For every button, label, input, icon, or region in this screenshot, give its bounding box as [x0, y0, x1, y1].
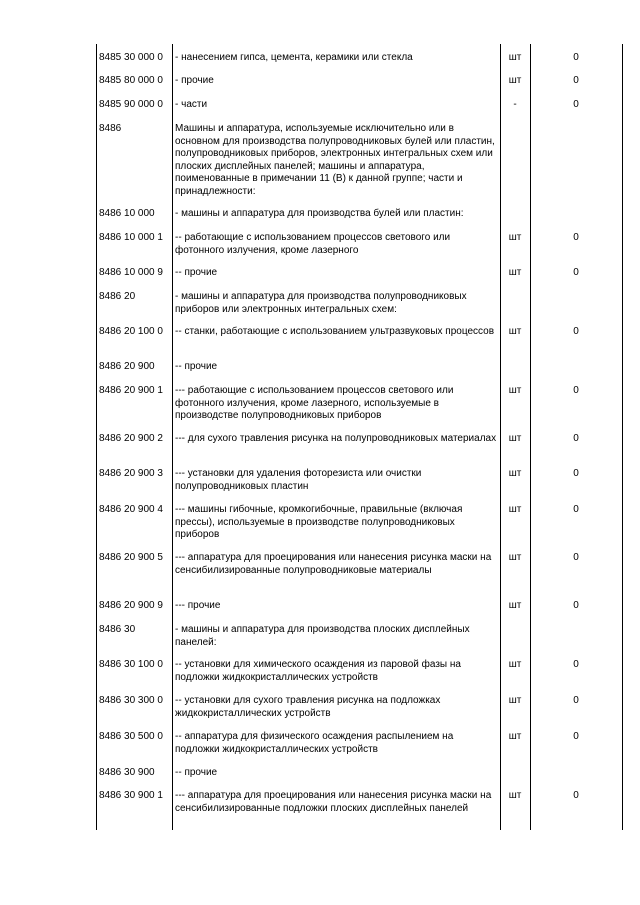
code-cell: 8486 10 000 9 — [99, 267, 163, 278]
unit-cell: шт — [508, 504, 522, 515]
code-cell: 8486 30 900 — [99, 767, 155, 778]
description-cell: -- установки для химического осаждения из паровой фазы на подложки жидкокристаллических устройств — [175, 659, 461, 683]
code-cell: 8486 10 000 — [99, 208, 155, 219]
description-cell: --- прочие — [175, 600, 221, 611]
code-cell: 8486 30 100 0 — [99, 659, 163, 670]
description-cell: - прочие — [175, 75, 214, 86]
description-cell: --- работающие с использованием процессов светового или фотонного излучения, кроме лазерного, используемые в производстве полупроводниковых приборов — [175, 385, 454, 421]
unit-cell: шт — [508, 600, 522, 611]
description-cell: --- установки для удаления фоторезиста или очистки полупроводниковых пластин — [175, 468, 422, 492]
table-border-code — [172, 44, 173, 830]
description-cell: --- для сухого травления рисунка на полупроводниковых материалах — [175, 433, 497, 444]
description-cell: -- установки для сухого травления рисунка на подложках жидкокристаллических устройств — [175, 695, 441, 719]
description-cell: - нанесением гипса, цемента, керамики или стекла — [175, 52, 413, 63]
unit-cell: шт — [508, 695, 522, 706]
duty-cell: 0 — [573, 433, 579, 444]
duty-cell: 0 — [573, 790, 579, 801]
description-cell: -- прочие — [175, 267, 218, 278]
code-cell: 8486 30 300 0 — [99, 695, 163, 706]
duty-cell: 0 — [573, 326, 579, 337]
code-cell: 8486 30 900 1 — [99, 790, 163, 801]
unit-cell: шт — [508, 433, 522, 444]
code-cell: 8486 20 900 3 — [99, 468, 163, 479]
code-cell: 8486 20 900 5 — [99, 552, 163, 563]
duty-cell: 0 — [573, 232, 579, 243]
code-cell: 8486 20 900 2 — [99, 433, 163, 444]
code-cell: 8485 80 000 0 — [99, 75, 163, 86]
description-cell: - машины и аппаратура для производства плоских дисплейных панелей: — [175, 624, 470, 648]
description-cell: - машины и аппаратура для производства булей или пластин: — [175, 208, 464, 219]
code-cell: 8486 30 500 0 — [99, 731, 163, 742]
code-cell: 8486 20 900 9 — [99, 600, 163, 611]
unit-cell: шт — [508, 385, 522, 396]
duty-cell: 0 — [573, 52, 579, 63]
code-cell: 8486 20 900 — [99, 361, 155, 372]
table-border-left — [96, 44, 97, 830]
duty-cell: 0 — [573, 468, 579, 479]
unit-cell: шт — [508, 731, 522, 742]
duty-cell: 0 — [573, 75, 579, 86]
unit-cell: шт — [508, 267, 522, 278]
duty-cell: 0 — [573, 731, 579, 742]
duty-cell: 0 — [573, 99, 579, 110]
duty-cell: 0 — [573, 267, 579, 278]
description-cell: -- аппаратура для физического осаждения распылением на подложки жидкокристаллических устройств — [175, 731, 454, 755]
code-cell: 8486 20 900 4 — [99, 504, 163, 515]
unit-cell: шт — [508, 659, 522, 670]
unit-cell: шт — [508, 232, 522, 243]
description-cell: --- аппаратура для проецирования или нанесения рисунка маски на сенсибилизированные полупроводниковые материалы — [175, 552, 492, 576]
duty-cell: 0 — [573, 695, 579, 706]
description-cell: -- станки, работающие с использованием ультразвуковых процессов — [175, 326, 495, 337]
unit-cell: шт — [508, 790, 522, 801]
description-cell: - части — [175, 99, 208, 110]
code-cell: 8485 30 000 0 — [99, 52, 163, 63]
code-cell: 8486 20 — [99, 291, 136, 302]
code-cell: 8486 — [99, 123, 122, 134]
description-cell: --- машины гибочные, кромкогибочные, правильные (включая прессы), используемые в производстве полупроводниковых приборов — [175, 504, 463, 540]
unit-cell: шт — [508, 552, 522, 563]
table-border-right — [622, 44, 623, 830]
unit-cell: шт — [508, 468, 522, 479]
unit-cell: шт — [508, 52, 522, 63]
description-cell: Машины и аппаратура, используемые исключительно или в основном для производства полупроводниковых булей или пластин, полупроводниковых приборов, электронных интегральных схем или плоских дисплейных панелей; машины и аппаратура, поименованные в примечании 11 (В) к данной группе; части и принадлежности: — [175, 123, 495, 197]
code-cell: 8485 90 000 0 — [99, 99, 163, 110]
code-cell: 8486 10 000 1 — [99, 232, 163, 243]
code-cell: 8486 20 900 1 — [99, 385, 163, 396]
duty-cell: 0 — [573, 600, 579, 611]
duty-cell: 0 — [573, 385, 579, 396]
code-cell: 8486 20 100 0 — [99, 326, 163, 337]
description-cell: -- прочие — [175, 361, 218, 372]
code-cell: 8486 30 — [99, 624, 136, 635]
description-cell: -- работающие с использованием процессов светового или фотонного излучения, кроме лазерного — [175, 232, 451, 256]
description-cell: -- прочие — [175, 767, 218, 778]
unit-cell: шт — [508, 326, 522, 337]
duty-cell: 0 — [573, 659, 579, 670]
duty-cell: 0 — [573, 552, 579, 563]
unit-cell: шт — [508, 75, 522, 86]
unit-cell: - — [513, 99, 517, 110]
description-cell: - машины и аппаратура для производства полупроводниковых приборов или электронных интегральных схем: — [175, 291, 467, 315]
duty-cell: 0 — [573, 504, 579, 515]
description-cell: --- аппаратура для проецирования или нанесения рисунка маски на сенсибилизированные подложки плоских дисплейных панелей — [175, 790, 492, 814]
